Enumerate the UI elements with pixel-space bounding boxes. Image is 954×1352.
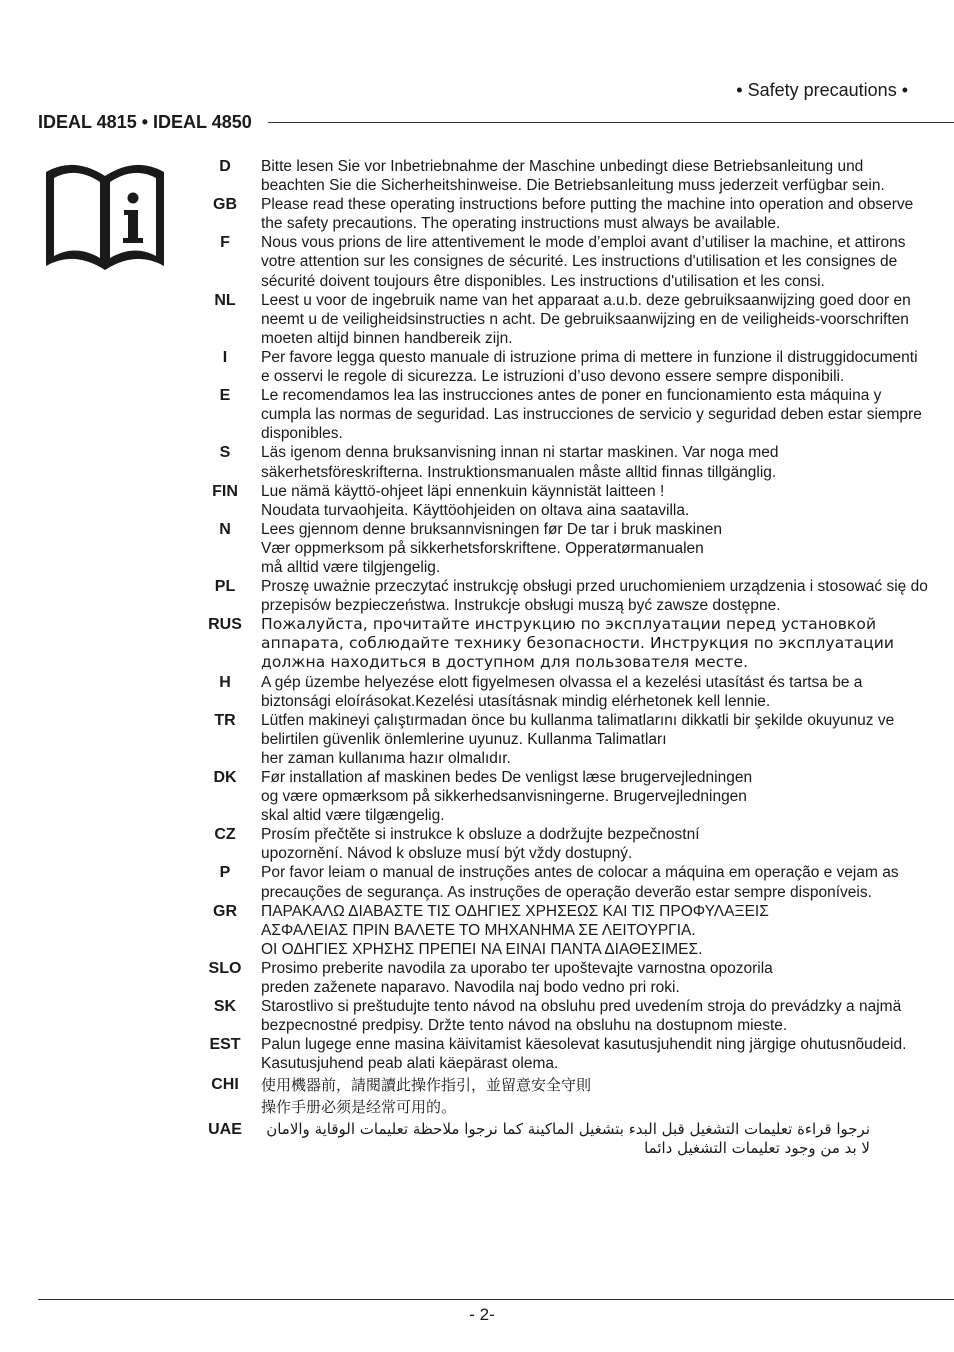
instruction-entry-n xyxy=(200,520,930,577)
instruction-entry-gb xyxy=(200,195,930,233)
instruction-entry-p xyxy=(200,863,930,901)
language-code: SLO xyxy=(208,959,242,977)
instruction-entry-s xyxy=(200,443,930,481)
language-code: UAE xyxy=(208,1120,242,1138)
instruction-entry-chi xyxy=(200,1074,930,1118)
instruction-text: Prosimo preberite navodila za uporabo ter upoštevajte varnostna opozorila preden zaženete naparavo. Navodila naj bodo vedno pri roki. xyxy=(261,959,773,997)
title-row xyxy=(38,110,954,134)
instruction-text: Palun lugege enne masina käivitamist käesolevat kasutusjuhendit ning järgige ohutusnõudeid. Kasutusjuhend peab alati käepärast olema. xyxy=(261,1036,907,1073)
instruction-text: Prosím přečtěte si instrukce k obsluze a dodržujte bezpečnostní upozornění. Návod k obsluze musí být vždy dostupný. xyxy=(261,826,700,863)
page-number: - 2- xyxy=(469,1305,495,1324)
language-code: I xyxy=(222,348,228,366)
instruction-entry-fin xyxy=(200,482,930,520)
language-code: TR xyxy=(214,711,236,729)
instruction-text: نرجوا قراءة تعليمات التشغيل قبل البدء بتشغيل الماكينة كما نرجوا ملاحظة تعليمات الوقاية والامان لا بد من وجود تعليمات التشغيل دائما xyxy=(266,1119,870,1157)
language-code: PL xyxy=(214,578,236,596)
language-code: S xyxy=(219,444,231,462)
instruction-text: Proszę uważnie przeczytać instrukcję obsługi przed uruchomieniem urządzenia i stosować się do przepisów bezpieczeństwa. Instrukcje obsługi muszą być zawsze dostępne. xyxy=(261,578,928,615)
instruction-entry-dk xyxy=(200,768,930,825)
instruction-text: Lees gjennom denne bruksannvisningen før De tar i bruk maskinen Vær oppmerksom på sikkerhetsforskriftene. Opperatørmanualen må alltid være tilgjengelig. xyxy=(261,520,722,576)
instruction-entry-rus xyxy=(200,615,930,672)
instruction-text: Le recomendamos lea las instrucciones antes de poner en funcionamiento esta máquina y cumpla las normas de seguridad. Las instrucciones de servicio y seguridad deben estar siempre disponibles. xyxy=(261,387,922,443)
instruction-text: Por favor leiam o manual de instruções antes de colocar a máquina em operação e vejam as precauções de segurança. As instruções de operação deverão estar sempre disponíveis. xyxy=(261,864,899,901)
language-code: GB xyxy=(213,196,237,214)
instruction-text: Please read these operating instructions before putting the machine into operation and observe the safety precautions. The operating instructions must always be available. xyxy=(261,196,914,233)
language-code: DK xyxy=(213,769,237,786)
language-code: D xyxy=(219,158,231,175)
instruction-entry-i xyxy=(200,348,930,386)
instruction-entry-e xyxy=(200,386,930,443)
instruction-entry-slo xyxy=(200,959,930,997)
instruction-entry-sk xyxy=(200,997,930,1035)
instruction-text: Lütfen makineyi çalıştırmadan önce bu kullanma talimatlarını dikkatli bir şekilde okuyunuz ve belirtilen güvenlik önlemlerine uyunuz. Kullanma Talimatları her zaman kullanıma hazır olmalıdır. xyxy=(261,711,895,767)
instruction-text: Leest u voor de ingebruik name van het apparaat a.u.b. deze gebruiksaanwijzing goed door en neemt u de veiligheidsinstructies n acht. De gebruiksaanwijzing en de veiligheids-voorschriften moeten altijd binnen handbereik zijn. xyxy=(261,291,911,347)
language-code: E xyxy=(219,387,231,405)
instruction-text: Bitte lesen Sie vor Inbetriebnahme der Maschine unbedingt diese Betriebsanleitung und beachten Sie die Sicherheitshinweise. Die Betriebsanleitung muss jederzeit verfügbar sein. xyxy=(261,158,885,195)
language-code: P xyxy=(219,864,231,882)
instruction-entry-h xyxy=(200,673,930,711)
language-code: CHI xyxy=(211,1075,239,1093)
language-code: RUS xyxy=(208,616,242,634)
instruction-entry-est xyxy=(200,1035,930,1073)
language-code: FIN xyxy=(212,482,238,500)
instruction-entry-d xyxy=(200,157,930,195)
section-header: • Safety precautions • xyxy=(736,80,908,100)
language-code: SK xyxy=(213,998,237,1016)
language-code: EST xyxy=(209,1036,241,1054)
instruction-entry-pl xyxy=(200,577,930,615)
model-title: IDEAL 4815 • IDEAL 4850 xyxy=(38,111,252,132)
instruction-text: Läs igenom denna bruksanvisning innan ni startar maskinen. Var noga med säkerhetsföreskrifterna. Instruktionsmanualen måste alltid finnas tillgänglig. xyxy=(261,444,779,481)
instruction-entry-f xyxy=(200,233,930,290)
instruction-text: A gép üzembe helyezése elott figyelmesen olvassa el a kezelési utasítást és tartsa be a biztonsági eloírásokat.Kezelési utasításnak mindig elérhetonek kell lennie. xyxy=(261,673,863,710)
instruction-text: Før installation af maskinen bedes De venligst læse brugervejledningen og være opmærksom på sikkerhedsanvisningerne. Brugervejledningen skal altid være tilgængelig. xyxy=(261,769,753,825)
instruction-text: Nous vous prions de lire attentivement le mode d’emploi avant d’utiliser la machine, et attirons votre attention sur les consignes de sécurité. Les instructions d'utilisation et les consignes de sécurité doivent toujours être disponibles. Les instructions d'utilisation et les consi. xyxy=(261,234,906,290)
instruction-entry-uae xyxy=(200,1120,930,1158)
language-code: CZ xyxy=(214,826,236,844)
title-divider xyxy=(268,122,954,123)
instruction-text: 使用機器前，請閱讀此操作指引，並留意安全守則 操作手册必须是经常可用的。 xyxy=(261,1075,592,1116)
language-instructions-list xyxy=(200,157,930,1158)
instruction-text: Пожалуйста, прочитайте инструкцию по эксплуатации перед установкой аппарата, соблюдайте технику безопасности. Инструкция по эксплуатации должна находиться в доступном для пользователя месте. xyxy=(261,615,895,672)
language-code: H xyxy=(219,673,231,691)
instruction-text: Lue nämä käyttö-ohjeet läpi ennenkuin käynnistät laitteen ! Noudata turvaohjeita. Käyttöohjeiden on oltava aina saatavilla. xyxy=(261,482,690,519)
instruction-entry-cz xyxy=(200,825,930,863)
language-code: GR xyxy=(213,902,237,920)
instruction-text: Starostlivo si preštudujte tento návod na obsluhu pred uvedením stroja do prevádzky a najmä bezpecnostné predpisy. Držte tento návod na obsluhu na dostupnom mieste. xyxy=(261,998,902,1035)
instruction-entry-tr xyxy=(200,711,930,768)
footer-divider xyxy=(38,1299,954,1300)
language-code: N xyxy=(219,520,231,538)
language-code: F xyxy=(220,234,230,252)
instruction-entry-gr xyxy=(200,902,930,959)
instruction-text: ΠΑΡΑΚΑΛΩ ΔΙΑΒΑΣΤΕ ΤΙΣ ΟΔΗΓΙΕΣ ΧΡΗΣΕΩΣ ΚΑΙ ΤΙΣ ΠΡΟΦΥΛΑΞΕΙΣ ΑΣΦΑΛΕΙΑΣ ΠΡΙΝ ΒΑΛΕΤΕ ΤΟ ΜΗΧΑΝΗΜΑ ΣΕ ΛΕΙΤΟΥΡΓΙΑ. ΟΙ ΟΔΗΓΙΕΣ ΧΡΗΣΗΣ ΠΡΕΠΕΙ ΝΑ ΕΙΝΑΙ ΠΑΝΤΑ ΔΙΑΘΕΣΙΜΕΣ. xyxy=(261,902,769,958)
info-book-icon xyxy=(42,158,168,272)
instruction-text: Per favore legga questo manuale di istruzione prima di mettere in funzione il distruggidocumenti e osservi le regole di sicurezza. Le istruzioni d’uso devono essere sempre disponibili. xyxy=(261,348,918,386)
instruction-entry-nl xyxy=(200,291,930,348)
language-code: NL xyxy=(214,291,236,309)
